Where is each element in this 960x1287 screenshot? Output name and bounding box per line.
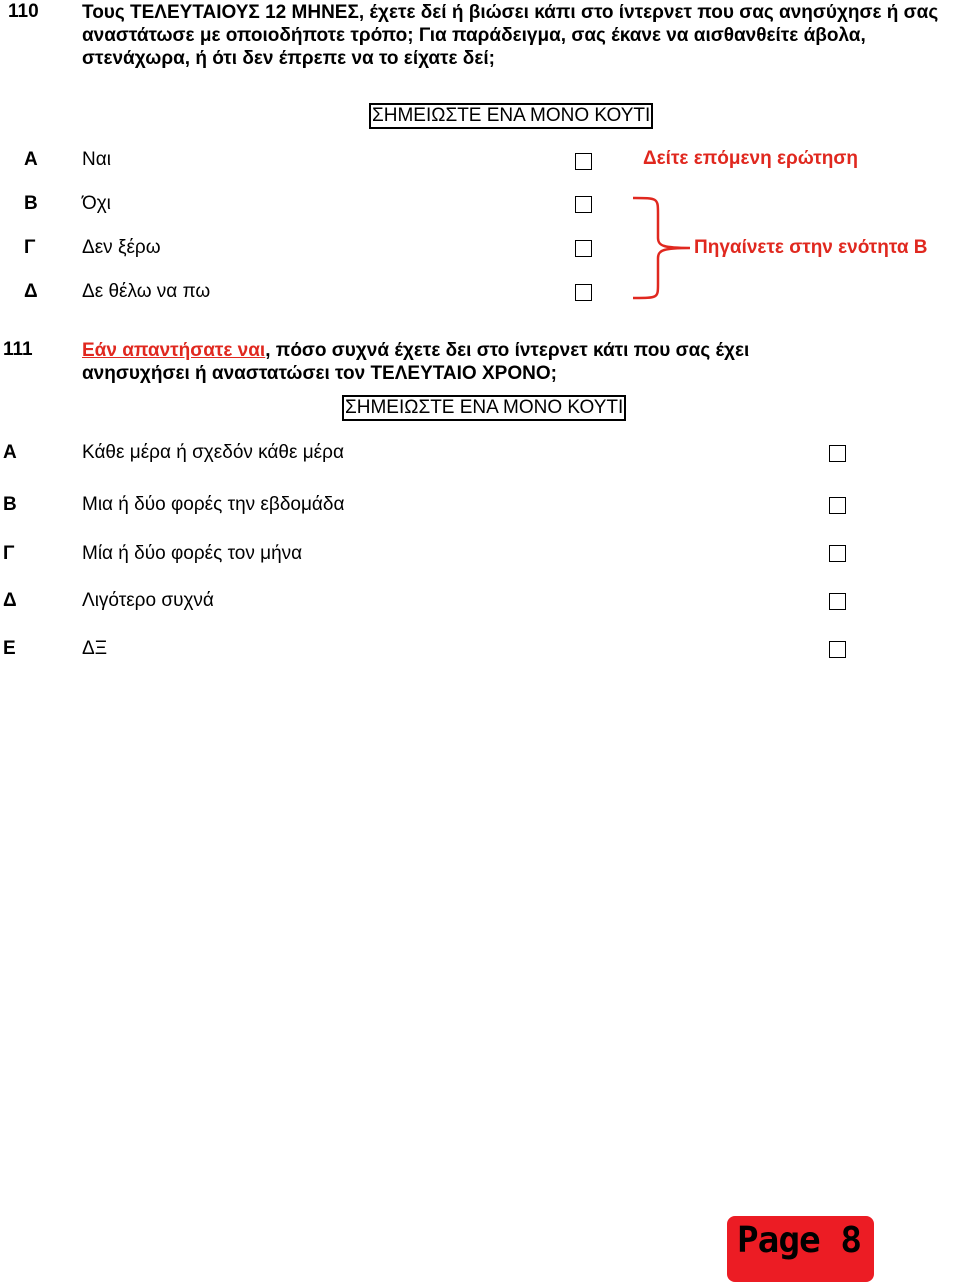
option-label: Κάθε μέρα ή σχεδόν κάθε μέρα [82, 442, 344, 463]
answer-checkbox[interactable] [575, 240, 592, 257]
answer-checkbox[interactable] [829, 545, 846, 562]
single-box-instruction-111: ΣΗΜΕΙΩΣΤΕ ΕΝΑ ΜΟΝΟ ΚΟΥΤΙ [342, 395, 626, 421]
condition-text: Εάν απαντήσατε ναι [82, 340, 266, 361]
option-label: Δεν ξέρω [82, 237, 161, 258]
option-label: Όχι [82, 193, 111, 214]
brace-icon [630, 194, 694, 304]
route-next-question: Δείτε επόμενη ερώτηση [643, 148, 858, 169]
option-label: Λιγότερο συχνά [82, 590, 214, 611]
answer-checkbox[interactable] [829, 445, 846, 462]
page-word: Page [737, 1220, 820, 1261]
option-letter: Γ [3, 543, 15, 564]
answer-checkbox[interactable] [575, 284, 592, 301]
question-number-111: 111 [3, 339, 33, 360]
answer-checkbox[interactable] [575, 196, 592, 213]
answer-checkbox[interactable] [575, 153, 592, 170]
page-label [737, 1220, 861, 1261]
option-label: Μια ή δύο φορές την εβδομάδα [82, 494, 345, 515]
option-letter: Β [3, 494, 17, 515]
option-letter: Α [3, 442, 17, 463]
option-letter: Β [24, 193, 38, 214]
question-body-111: , πόσο συχνά έχετε δει στο ίντερνετ κάτι που σας έχει ανησυχήσει ή αναστατώσει τον ΤΕΛΕΥΤΑΙΟ ΧΡΟΝΟ; [82, 340, 750, 384]
page-number: 8 [840, 1220, 862, 1261]
option-letter: Δ [24, 281, 38, 302]
option-letter: Α [24, 149, 38, 170]
option-label: Μία ή δύο φορές τον μήνα [82, 543, 303, 564]
answer-checkbox[interactable] [829, 593, 846, 610]
question-number-110: 110 [8, 1, 39, 22]
option-letter: Γ [24, 237, 36, 258]
option-label: ΔΞ [82, 638, 108, 659]
route-section-b: Πηγαίνετε στην ενότητα Β [694, 237, 928, 258]
option-letter: Δ [3, 590, 17, 611]
option-letter: Ε [3, 638, 16, 659]
single-box-instruction-110: ΣΗΜΕΙΩΣΤΕ ΕΝΑ ΜΟΝΟ ΚΟΥΤΙ [369, 103, 653, 129]
question-text-110: Τους ΤΕΛΕΥΤΑΙΟΥΣ 12 ΜΗΝΕΣ, έχετε δεί ή βιώσει κάπι στο ίντερνετ που σας ανησύχησε ή σας αναστάτωσε με οποιοδήποτε τρόπο; Για παράδειγμα, σας έκανε να αισθανθείτε άβολα, στενάχωρα, ή ότι δεν έπρεπε να το είχατε δεί; [82, 2, 939, 69]
answer-checkbox[interactable] [829, 497, 846, 514]
question-text-111 [82, 339, 842, 385]
option-label: Δε θέλω να πω [82, 281, 211, 302]
option-label: Ναι [82, 149, 111, 170]
answer-checkbox[interactable] [829, 641, 846, 658]
page-badge [727, 1216, 874, 1282]
